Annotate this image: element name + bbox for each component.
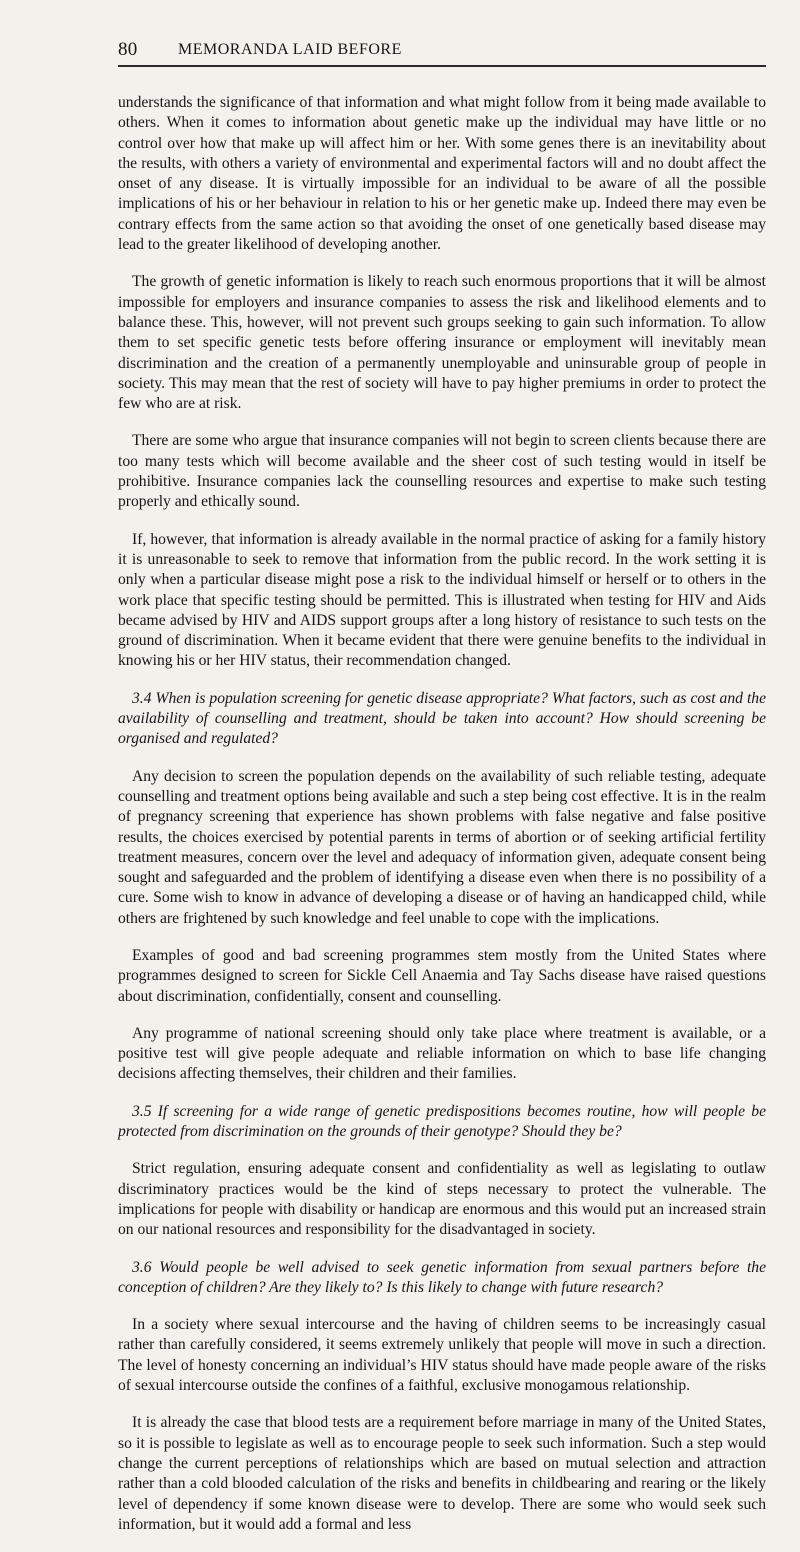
paragraph: Strict regulation, ensuring adequate consent and confidentiality as well as legislating to outlaw discriminatory practices would be the kind of steps necessary to protect the vulnerable. The implications for people with disability or handicap are enormous and this would put an increased strain on our national resources and responsibility for the disadvantaged in society. xyxy=(118,1160,766,1239)
body-text xyxy=(118,93,766,1552)
running-title: MEMORANDA LAID BEFORE xyxy=(178,41,402,58)
paragraph: There are some who argue that insurance companies will not begin to screen clients because there are too many tests which will become available and the sheer cost of such testing would in itself be prohibitive. Insurance companies lack the counselling resources and expertise to make such testing properly and ethically sound. xyxy=(118,432,766,511)
paragraph-continuation: understands the significance of that information and what might follow from it being made available to others. When it comes to information about genetic make up the individual may have little or no control over how that make up will affect him or her. With some genes there is an inevitability about the results, with others a variety of environmental and experimental factors will and no doubt affect the onset of any disease. It is virtually impossible for an individual to be aware of all the possible implications of his or her behaviour in relation to his or her genetic make up. Indeed there may even be contrary effects from the same action so that avoiding the onset of one genetically based disease may lead to the greater likelihood of developing another. xyxy=(118,94,766,254)
paragraph: Any decision to screen the population depends on the availability of such reliable testing, adequate counselling and treatment options being available and such a step being cost effective. It is in the realm of pregnancy screening that experience has shown problems with false negative and false positive results, the choices exercised by potential parents in terms of abortion or of seeking artificial fertility treatment measures, concern over the level and adequacy of information given, adequate consent being sought and safeguarded and the problem of identifying a disease even when there is no possibility of a cure. Some wish to know in advance of developing a disease or of having an handicapped child, while others are frightened by such knowledge and feel unable to cope with the implications. xyxy=(118,767,766,927)
paragraph: It is already the case that blood tests are a requirement before marriage in many of the United States, so it is possible to legislate as well as to encourage people to seek such information. Such a step would change the current perceptions of relationships which are based on mutual selection and attraction rather than a cold blooded calculation of the risks and benefits in childbearing and rearing or the likely level of dependency if some known disease were to develop. There are some who would seek such information, but it would add a formal and less xyxy=(118,1414,766,1533)
header-rule xyxy=(118,65,766,67)
question-heading: 3.4 When is population screening for genetic disease appropriate? What factors, such as cost and the availability of counselling and treatment, should be taken into account? How should screening be organised and regulated? xyxy=(118,689,766,748)
paragraph: Examples of good and bad screening programmes stem mostly from the United States where programmes designed to screen for Sickle Cell Anaemia and Tay Sachs disease have raised questions about discrimination, confidentially, consent and counselling. xyxy=(118,946,766,1005)
question-heading: 3.5 If screening for a wide range of genetic predispositions becomes routine, how will people be protected from discrimination on the grounds of their genotype? Should they be? xyxy=(118,1102,766,1141)
paragraph: In a society where sexual intercourse and the having of children seems to be increasingly casual rather than carefully considered, it seems extremely unlikely that people will move in such a direction. The level of honesty concerning an individual’s HIV status should have made people aware of the risks of sexual intercourse outside the confines of a faithful, exclusive monogamous relationship. xyxy=(118,1316,766,1395)
page-number: 80 xyxy=(118,39,138,60)
paragraph: The growth of genetic information is likely to reach such enormous proportions that it will be almost impossible for employers and insurance companies to assess the risk and likelihood elements and to balance these. This, however, will not prevent such groups seeking to gain such information. To allow them to set specific genetic tests before offering insurance or employment will inevitably mean discrimination and the creation of a permanently unemployable and uninsurable group of people in society. This may mean that the rest of society will have to pay higher premiums in order to protect the few who are at risk. xyxy=(118,273,766,413)
paragraph: Any programme of national screening should only take place where treatment is available, or a positive test will give people adequate and reliable information on which to base life changing decisions affecting themselves, their children and their families. xyxy=(118,1024,766,1083)
page-header xyxy=(118,40,766,70)
paragraph: If, however, that information is already available in the normal practice of asking for a family history it is unreasonable to seek to remove that information from the public record. In the work setting it is only when a particular disease might pose a risk to the individual himself or herself or to others in the work place that specific testing should be permitted. This is illustrated when testing for HIV and Aids became advised by HIV and AIDS support groups after a long history of resistance to such tests on the ground of discrimination. When it became evident that there were genuine benefits to the individual in knowing his or her HIV status, their recommendation changed. xyxy=(118,530,766,670)
question-heading: 3.6 Would people be well advised to seek genetic information from sexual partners before the conception of children? Are they likely to? Is this likely to change with future research? xyxy=(118,1258,766,1296)
